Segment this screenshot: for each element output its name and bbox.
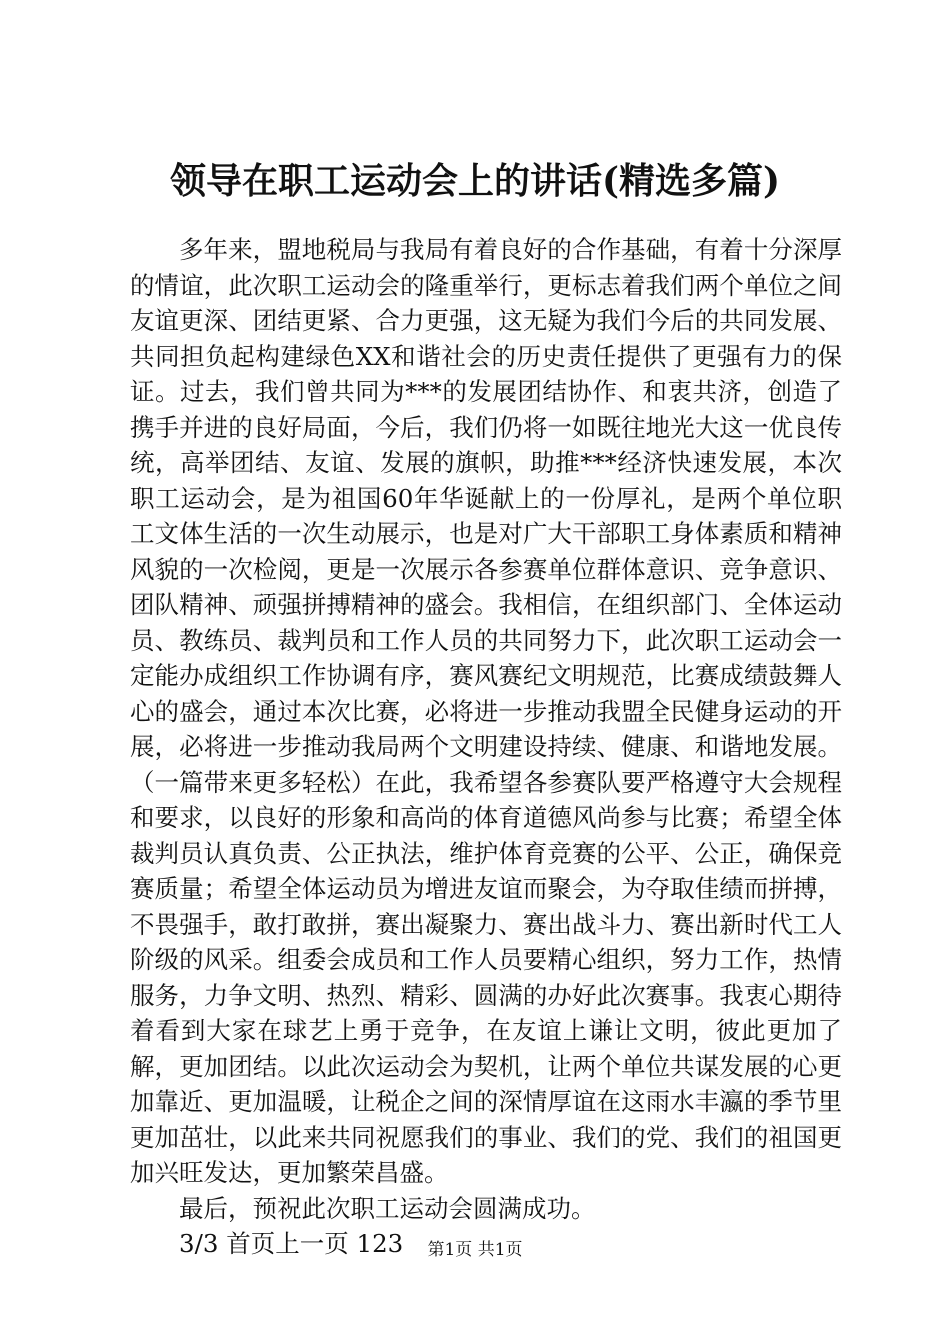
document-title: 领导在职工运动会上的讲话(精选多篇) <box>169 160 781 202</box>
closing-paragraph: 最后，预祝此次职工运动会圆满成功。 <box>179 1193 596 1223</box>
page-footer: 第1页 共1页 <box>427 1240 523 1260</box>
page-navigation-text: 3/3 首页上一页 123 <box>179 1229 404 1258</box>
body-paragraph: 多年来，盟地税局与我局有着良好的合作基础，有着十分深厚的情谊，此次职工运动会的隆重举行，更标志着我们两个单位之间友谊更深、团结更紧、合力更强，这无疑为我们今后的共同发展、共同担负起构建绿色XX和谐社会的历史责任提供了更强有力的保证。过去，我们曾共同为***的发展团结协作、和衷共济，创造了携手并进的良好局面，今后，我们仍将一如既往地光大这一优良传统，高举团结、友谊、发展的旗帜，助推***经济快速发展，本次职工运动会，是为祖国60年华诞献上的一份厚礼，是两个单位职工文体生活的一次生动展示，也是对广大干部职工身体素质和精神风貌的一次检阅，更是一次展示各参赛单位群体意识、竞争意识、团队精神、顽强拼搏精神的盛会。我相信，在组织部门、全体运动员、教练员、裁判员和工作人员的共同努力下，此次职工运动会一定能办成组织工作协调有序，赛风赛纪文明规范，比赛成绩鼓舞人心的盛会，通过本次比赛，必将进一步推动我盟全民健身运动的开展，必将进一步推动我局两个文明建设持续、健康、和谐地发展。（一篇带来更多轻松）在此，我希望各参赛队要严格遵守大会规程和要求，以良好的形象和高尚的体育道德风尚参与比赛；希望全体裁判员认真负责、公正执法，维护体育竞赛的公平、公正，确保竞赛质量；希望全体运动员为增进友谊而聚会，为夺取佳绩而拼搏，不畏强手，敢打敢拼，赛出凝聚力、赛出战斗力、赛出新时代工人阶级的风采。组委会成员和工作人员要精心组织，努力工作，热情服务，力争文明、热烈、精彩、圆满的办好此次赛事。我衷心期待着看到大家在球艺上勇于竞争，在友谊上谦让文明，彼此更加了解，更加团结。以此次运动会为契机，让两个单位共谋发展的心更加靠近、更加温暖，让税企之间的深情厚谊在这雨水丰瀛的季节里更加茁壮，以此来共同祝愿我们的事业、我们的党、我们的祖国更加兴旺发达，更加繁荣昌盛。 <box>130 235 842 1187</box>
document-body <box>130 232 842 1262</box>
